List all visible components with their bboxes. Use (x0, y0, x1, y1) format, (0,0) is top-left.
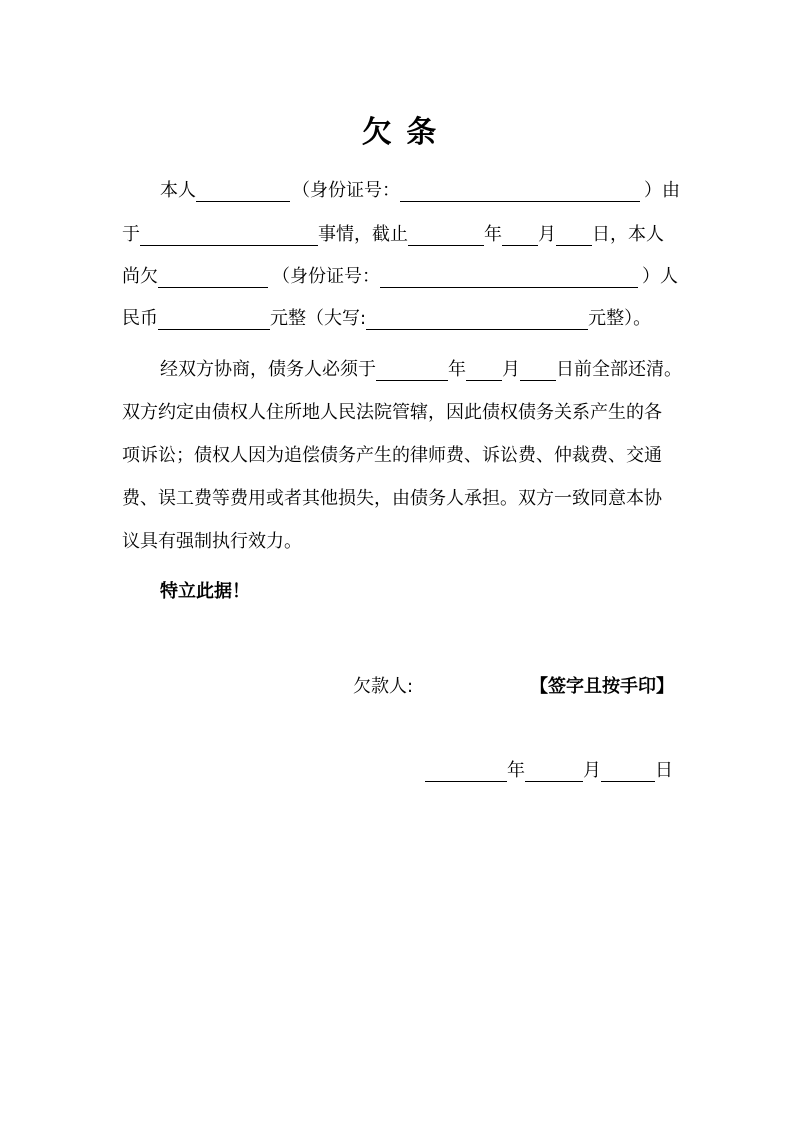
text-p2-line-3: 项诉讼；债权人因为追偿债务产生的律师费、诉讼费、仲裁费、交通 (122, 445, 662, 466)
text-nian: 年 (484, 224, 502, 245)
sign-year-blank[interactable] (425, 761, 507, 782)
text-id-open-2: （身份证号： (272, 266, 380, 287)
signing-date (425, 758, 673, 782)
text-shiqing: 事情，截止 (318, 224, 408, 245)
p2-line-3 (122, 443, 692, 467)
text-repay-yue: 月 (502, 359, 520, 380)
text-yuanzheng-daxie: 元整（大写: (270, 308, 367, 329)
deadline-month-blank[interactable] (502, 225, 538, 246)
sign-month-blank[interactable] (525, 761, 583, 782)
text-sign-yue: 月 (583, 760, 601, 781)
p2-line-5 (122, 529, 692, 553)
text-sign-nian: 年 (507, 760, 525, 781)
p2-line-4 (122, 486, 692, 510)
text-id-open: （身份证号： (292, 180, 400, 201)
text-renminbi: 民币 (122, 308, 158, 329)
p2-line-2 (122, 400, 692, 424)
text-benren: 本人 (160, 180, 196, 201)
repay-month-blank[interactable] (466, 360, 502, 381)
deadline-year-blank[interactable] (408, 225, 484, 246)
text-p2-line-5: 议具有强制执行效力。 (122, 531, 302, 552)
debtor-name-blank[interactable] (196, 181, 290, 202)
text-yue: 月 (538, 224, 556, 245)
deadline-day-blank[interactable] (556, 225, 592, 246)
reason-blank[interactable] (140, 225, 318, 246)
text-yuanzheng-end: 元整）。 (588, 308, 652, 329)
text-sign-ri: 日 (655, 760, 673, 781)
amount-uppercase-blank[interactable] (366, 309, 588, 330)
repay-day-blank[interactable] (520, 360, 556, 381)
p1-line-1 (160, 178, 692, 202)
text-id-close-2: ）人 (642, 266, 678, 287)
text-p2-line-2: 双方约定由债权人住所地人民法院管辖，因此债权债务关系产生的各 (122, 402, 662, 423)
text-p2-line-4: 费、误工费等费用或者其他损失，由债务人承担。双方一致同意本协 (122, 488, 662, 509)
text-id-close: ）由 (644, 180, 680, 201)
p1-line-2 (122, 222, 692, 246)
document-title: 欠 条 (361, 115, 439, 150)
closing-statement (160, 579, 692, 603)
debtor-id-blank[interactable] (400, 181, 640, 202)
text-repay-ri: 日前全部还清。 (556, 359, 682, 380)
text-ri-benren: 日，本人 (592, 224, 664, 245)
text-yu: 于 (122, 224, 140, 245)
text-shangqian: 尚欠 (122, 266, 158, 287)
signature-label: 欠款人: (353, 676, 414, 697)
text-closing: 特立此据！ (160, 581, 250, 602)
text-repay-nian: 年 (448, 359, 466, 380)
sign-day-blank[interactable] (601, 761, 655, 782)
p1-line-4 (122, 306, 692, 330)
signature-note: 【签字且按手印】 (530, 676, 674, 697)
text-repay-intro: 经双方协商，债务人必须于 (160, 359, 376, 380)
p2-line-1 (160, 357, 692, 381)
repay-year-blank[interactable] (376, 360, 448, 381)
creditor-id-blank[interactable] (380, 267, 638, 288)
creditor-name-blank[interactable] (158, 267, 268, 288)
amount-blank[interactable] (158, 309, 270, 330)
p1-line-3 (122, 264, 692, 288)
